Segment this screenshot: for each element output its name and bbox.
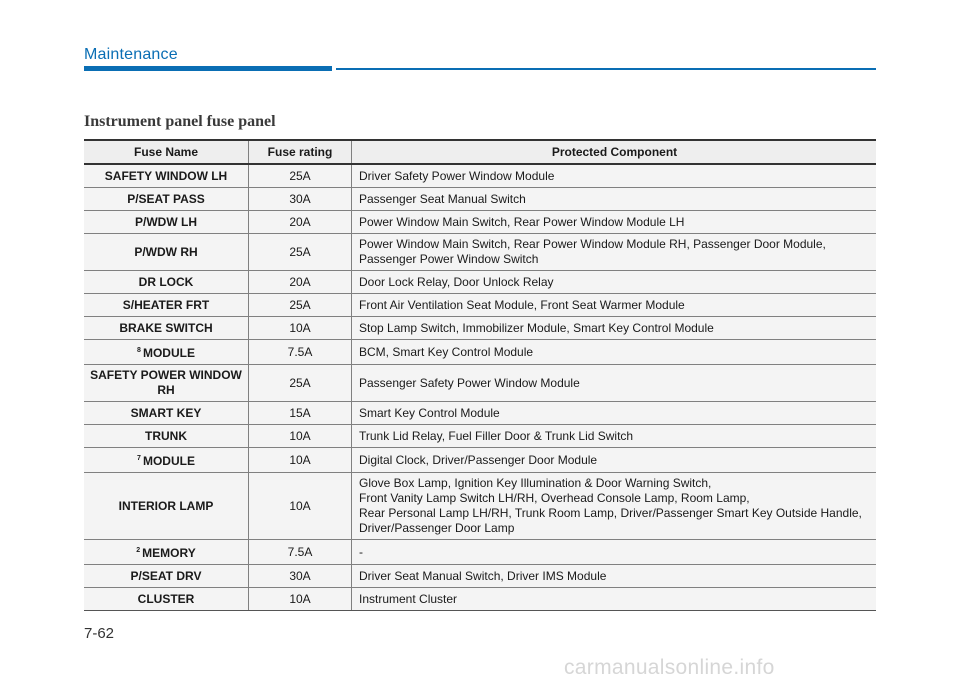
table-row [84,164,876,188]
table-row [84,211,876,234]
table-row [84,473,876,540]
fuse-name-cell [84,402,249,425]
protected-component-cell: BCM, Smart Key Control Module [352,340,877,365]
fuse-name-cell [84,211,249,234]
fuse-name-cell [84,448,249,473]
fuse-name: INTERIOR LAMP [118,498,214,513]
fuse-name: CLUSTER [137,591,195,606]
fuse-name: P/WDW RH [134,244,198,259]
fuse-name-cell [84,317,249,340]
table-row [84,402,876,425]
column-header-fuse-name: Fuse Name [84,140,249,164]
column-header-fuse-rating: Fuse rating [249,140,352,164]
table-row [84,365,876,402]
fuse-rating-cell: 30A [249,188,352,211]
fuse-name-cell [84,294,249,317]
fuse-name: P/SEAT PASS [127,191,205,206]
table-row [84,271,876,294]
table-row [84,588,876,611]
table-row [84,565,876,588]
fuse-name-cell [84,271,249,294]
fuse-name: DR LOCK [138,274,194,289]
fuse-name-cell [84,565,249,588]
section-rule-thick [84,66,332,71]
fuse-name-cell [84,588,249,611]
protected-component-cell: Passenger Safety Power Window Module [352,365,877,402]
fuse-name: P/WDW LH [135,214,197,229]
table-row [84,448,876,473]
table-row [84,188,876,211]
fuse-rating-cell: 30A [249,565,352,588]
page-heading: Instrument panel fuse panel [84,113,276,130]
table-row [84,540,876,565]
table-row [84,317,876,340]
protected-component-cell: Driver Seat Manual Switch, Driver IMS Module [352,565,877,588]
fuse-name-cell [84,473,249,540]
protected-component-cell: Stop Lamp Switch, Immobilizer Module, Smart Key Control Module [352,317,877,340]
fuse-index-superscript: 2 [136,547,141,554]
section-title: Maintenance [84,46,178,63]
protected-component-cell: Trunk Lid Relay, Fuel Filler Door & Trunk Lid Switch [352,425,877,448]
fuse-rating-cell: 25A [249,365,352,402]
fuse-name: BRAKE SWITCH [119,320,213,335]
page-number: 7-62 [84,625,115,642]
fuse-name-cell [84,540,249,565]
fuse-name-cell [84,425,249,448]
fuse-name: MEMORY [142,546,196,560]
table-row [84,294,876,317]
fuse-name: S/HEATER FRT [122,297,210,312]
table-header-row [84,140,876,164]
fuse-rating-cell: 20A [249,211,352,234]
table-row [84,340,876,365]
fuse-name-cell [84,365,249,402]
fuse-rating-cell: 25A [249,294,352,317]
fuse-name-cell [84,164,249,188]
fuse-index-superscript: 8 [137,347,141,354]
fuse-rating-cell: 10A [249,473,352,540]
protected-component-cell: Power Window Main Switch, Rear Power Window Module RH, Passenger Door Module, Passenger Power Window Switch [352,234,877,271]
fuse-name: TRUNK [145,428,187,443]
protected-component-cell: Driver Safety Power Window Module [352,164,877,188]
fuse-table-body [84,164,876,611]
protected-component-cell: Power Window Main Switch, Rear Power Window Module LH [352,211,877,234]
table-row [84,234,876,271]
fuse-rating-cell: 20A [249,271,352,294]
table-row [84,425,876,448]
fuse-rating-cell: 7.5A [249,340,352,365]
protected-component-cell: Digital Clock, Driver/Passenger Door Module [352,448,877,473]
protected-component-cell: Glove Box Lamp, Ignition Key Illumination & Door Warning Switch, Front Vanity Lamp Switch LH/RH, Overhead Console Lamp, Room Lamp, Rear Personal Lamp LH/RH, Trunk Room Lamp, Driver/Passenger Smart Key Outside Handle, Driver/Passenger Door Lamp [352,473,877,540]
fuse-name-cell [84,340,249,365]
fuse-name: P/SEAT DRV [130,568,202,583]
fuse-rating-cell: 7.5A [249,540,352,565]
fuse-name-cell [84,234,249,271]
protected-component-cell: Door Lock Relay, Door Unlock Relay [352,271,877,294]
fuse-index-superscript: 7 [137,455,141,462]
protected-component-cell: Smart Key Control Module [352,402,877,425]
fuse-rating-cell: 10A [249,425,352,448]
fuse-name: SAFETY POWER WINDOW RH [90,368,242,397]
fuse-rating-cell: 25A [249,164,352,188]
fuse-name: SMART KEY [130,405,202,420]
protected-component-cell: Front Air Ventilation Seat Module, Front Seat Warmer Module [352,294,877,317]
fuse-rating-cell: 10A [249,317,352,340]
fuse-name: MODULE [142,346,195,360]
column-header-protected-component: Protected Component [352,140,877,164]
watermark: carmanualsonline.info [564,656,775,679]
fuse-name: MODULE [142,454,195,468]
protected-component-cell: - [352,540,877,565]
fuse-name: SAFETY WINDOW LH [104,168,228,183]
fuse-name-cell [84,188,249,211]
fuse-rating-cell: 25A [249,234,352,271]
section-rule-thin [336,68,876,70]
protected-component-cell: Instrument Cluster [352,588,877,611]
fuse-table [84,139,876,611]
fuse-rating-cell: 10A [249,588,352,611]
protected-component-cell: Passenger Seat Manual Switch [352,188,877,211]
fuse-rating-cell: 15A [249,402,352,425]
fuse-rating-cell: 10A [249,448,352,473]
